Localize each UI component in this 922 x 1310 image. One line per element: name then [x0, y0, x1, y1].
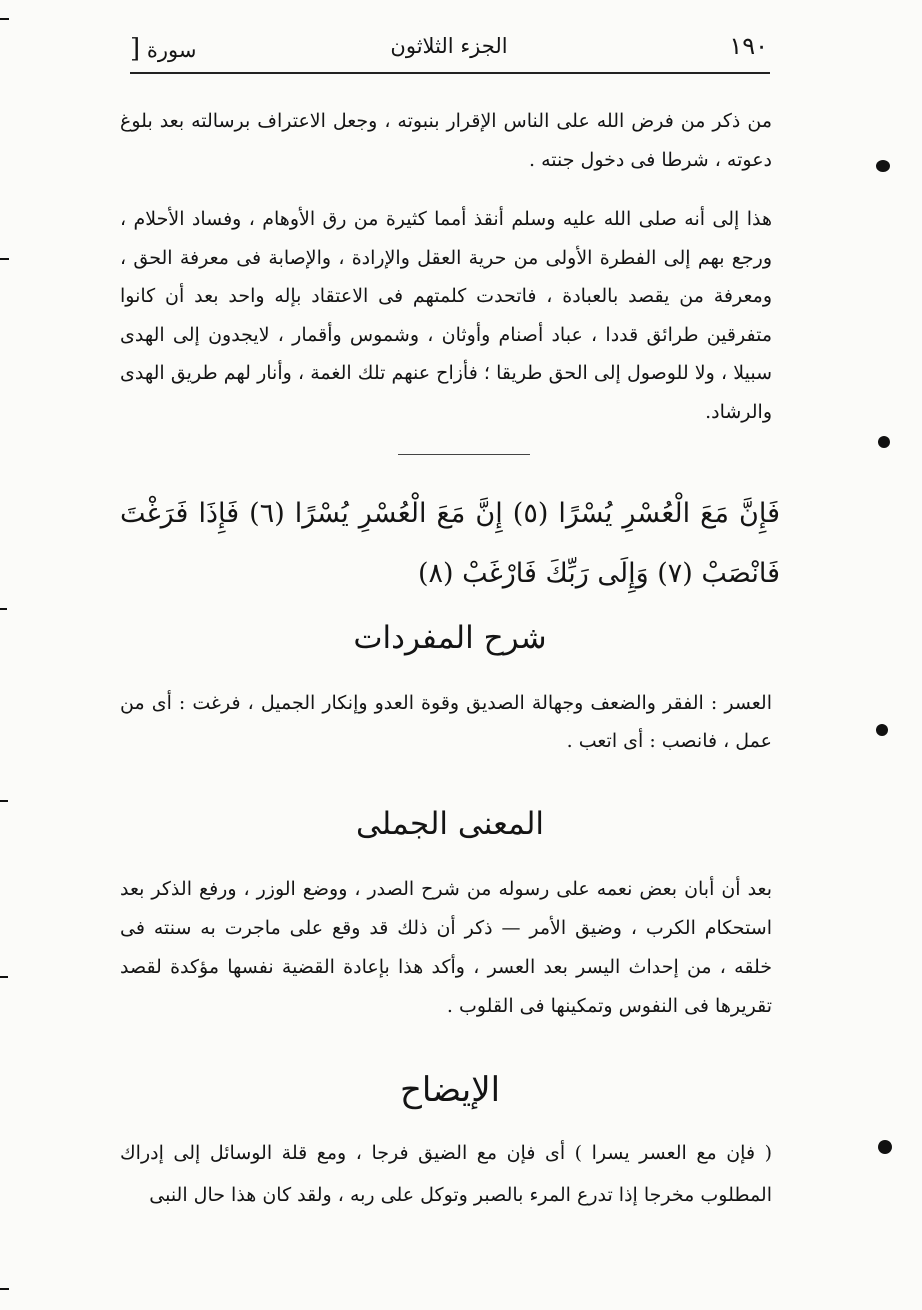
scan-mark	[0, 800, 8, 802]
page-number: ١٩٠	[729, 32, 768, 60]
scan-mark	[0, 1288, 9, 1290]
scan-speck	[878, 436, 890, 448]
part-title: الجزء الثلاثون	[390, 34, 508, 58]
scan-mark	[0, 608, 7, 610]
overall-meaning-heading: المعنى الجملى	[355, 806, 545, 842]
scan-speck	[878, 1140, 892, 1154]
explanation-text: ( فإن مع العسر يسرا ) أى فإن مع الضيق فرجا ، ومع قلة الوسائل إلى إدراك المطلوب مخرجا إذا تدرع المرء بالصبر وتوكل على ربه ، ولقد كان هذا حال النبى	[120, 1142, 772, 1206]
page-header	[130, 30, 768, 68]
section-divider	[398, 454, 530, 455]
intro-paragraph: من ذكر من فرض الله على الناس الإقرار بنبوته ، وجعل الاعتراف برسالته بعد بلوغ دعوته ، شرطا فى دخول جنته .	[120, 110, 772, 171]
surah-name: سورة	[146, 38, 197, 62]
surah-label	[130, 34, 196, 64]
vocab-text: العسر : الفقر والضعف وجهالة الصديق وقوة العدو وإنكار الجميل ، فرغت : أى من عمل ، فانصب : أى اتعب .	[120, 692, 772, 752]
header-rule	[130, 72, 770, 74]
surah-bracket: [	[130, 34, 141, 64]
vocab-heading: شرح المفردات	[353, 620, 547, 656]
scan-speck	[876, 724, 888, 736]
explanation-heading: الإيضاح	[399, 1070, 501, 1110]
scan-mark	[0, 18, 9, 20]
overall-meaning-text: بعد أن أبان بعض نعمه على رسوله من شرح الصدر ، ووضع الوزر ، ورفع الذكر بعد استحكام الكرب ، وضيق الأمر — ذكر أن ذلك قد وقع على ماجرت به سنته فى خلقه ، من إحداث اليسر بعد العسر ، وأكد هذا بإعادة القضية نفسها مؤكدة لقصد تقريرها فى النفوس وتمكينها فى القلوب .	[120, 878, 772, 1017]
scan-speck	[876, 160, 890, 172]
scan-mark	[0, 976, 8, 978]
scan-mark	[0, 258, 9, 260]
quran-verse: فَإِنَّ مَعَ الْعُسْرِ يُسْرًا (٥) إِنَّ مَعَ الْعُسْرِ يُسْرًا (٦) فَإِذَا فَرَغْتَ فَانْصَبْ (٧) وَإِلَى رَبِّكَ فَارْغَبْ (٨)	[120, 498, 780, 589]
intro-second-paragraph: هذا إلى أنه صلى الله عليه وسلم أنقذ أمما كثيرة من رق الأوهام ، وفساد الأحلام ، ورجع بهم إلى الفطرة الأولى من حرية العقل والإرادة ، والإصابة فى معرفة الحق ، ومعرفة من يقصد بالعبادة ، فاتحدت كلمتهم فى الاعتقاد بإله واحد بعد أن كانوا متفرقين طرائق قددا ، عباد أصنام وأوثان ، وشموس وأقمار ، لايجدون إلى الهدى سبيلا ، ولا للوصول إلى الحق طريقا ؛ فأزاح عنهم تلك الغمة ، وأنار لهم طريق الهدى والرشاد.	[120, 208, 772, 423]
